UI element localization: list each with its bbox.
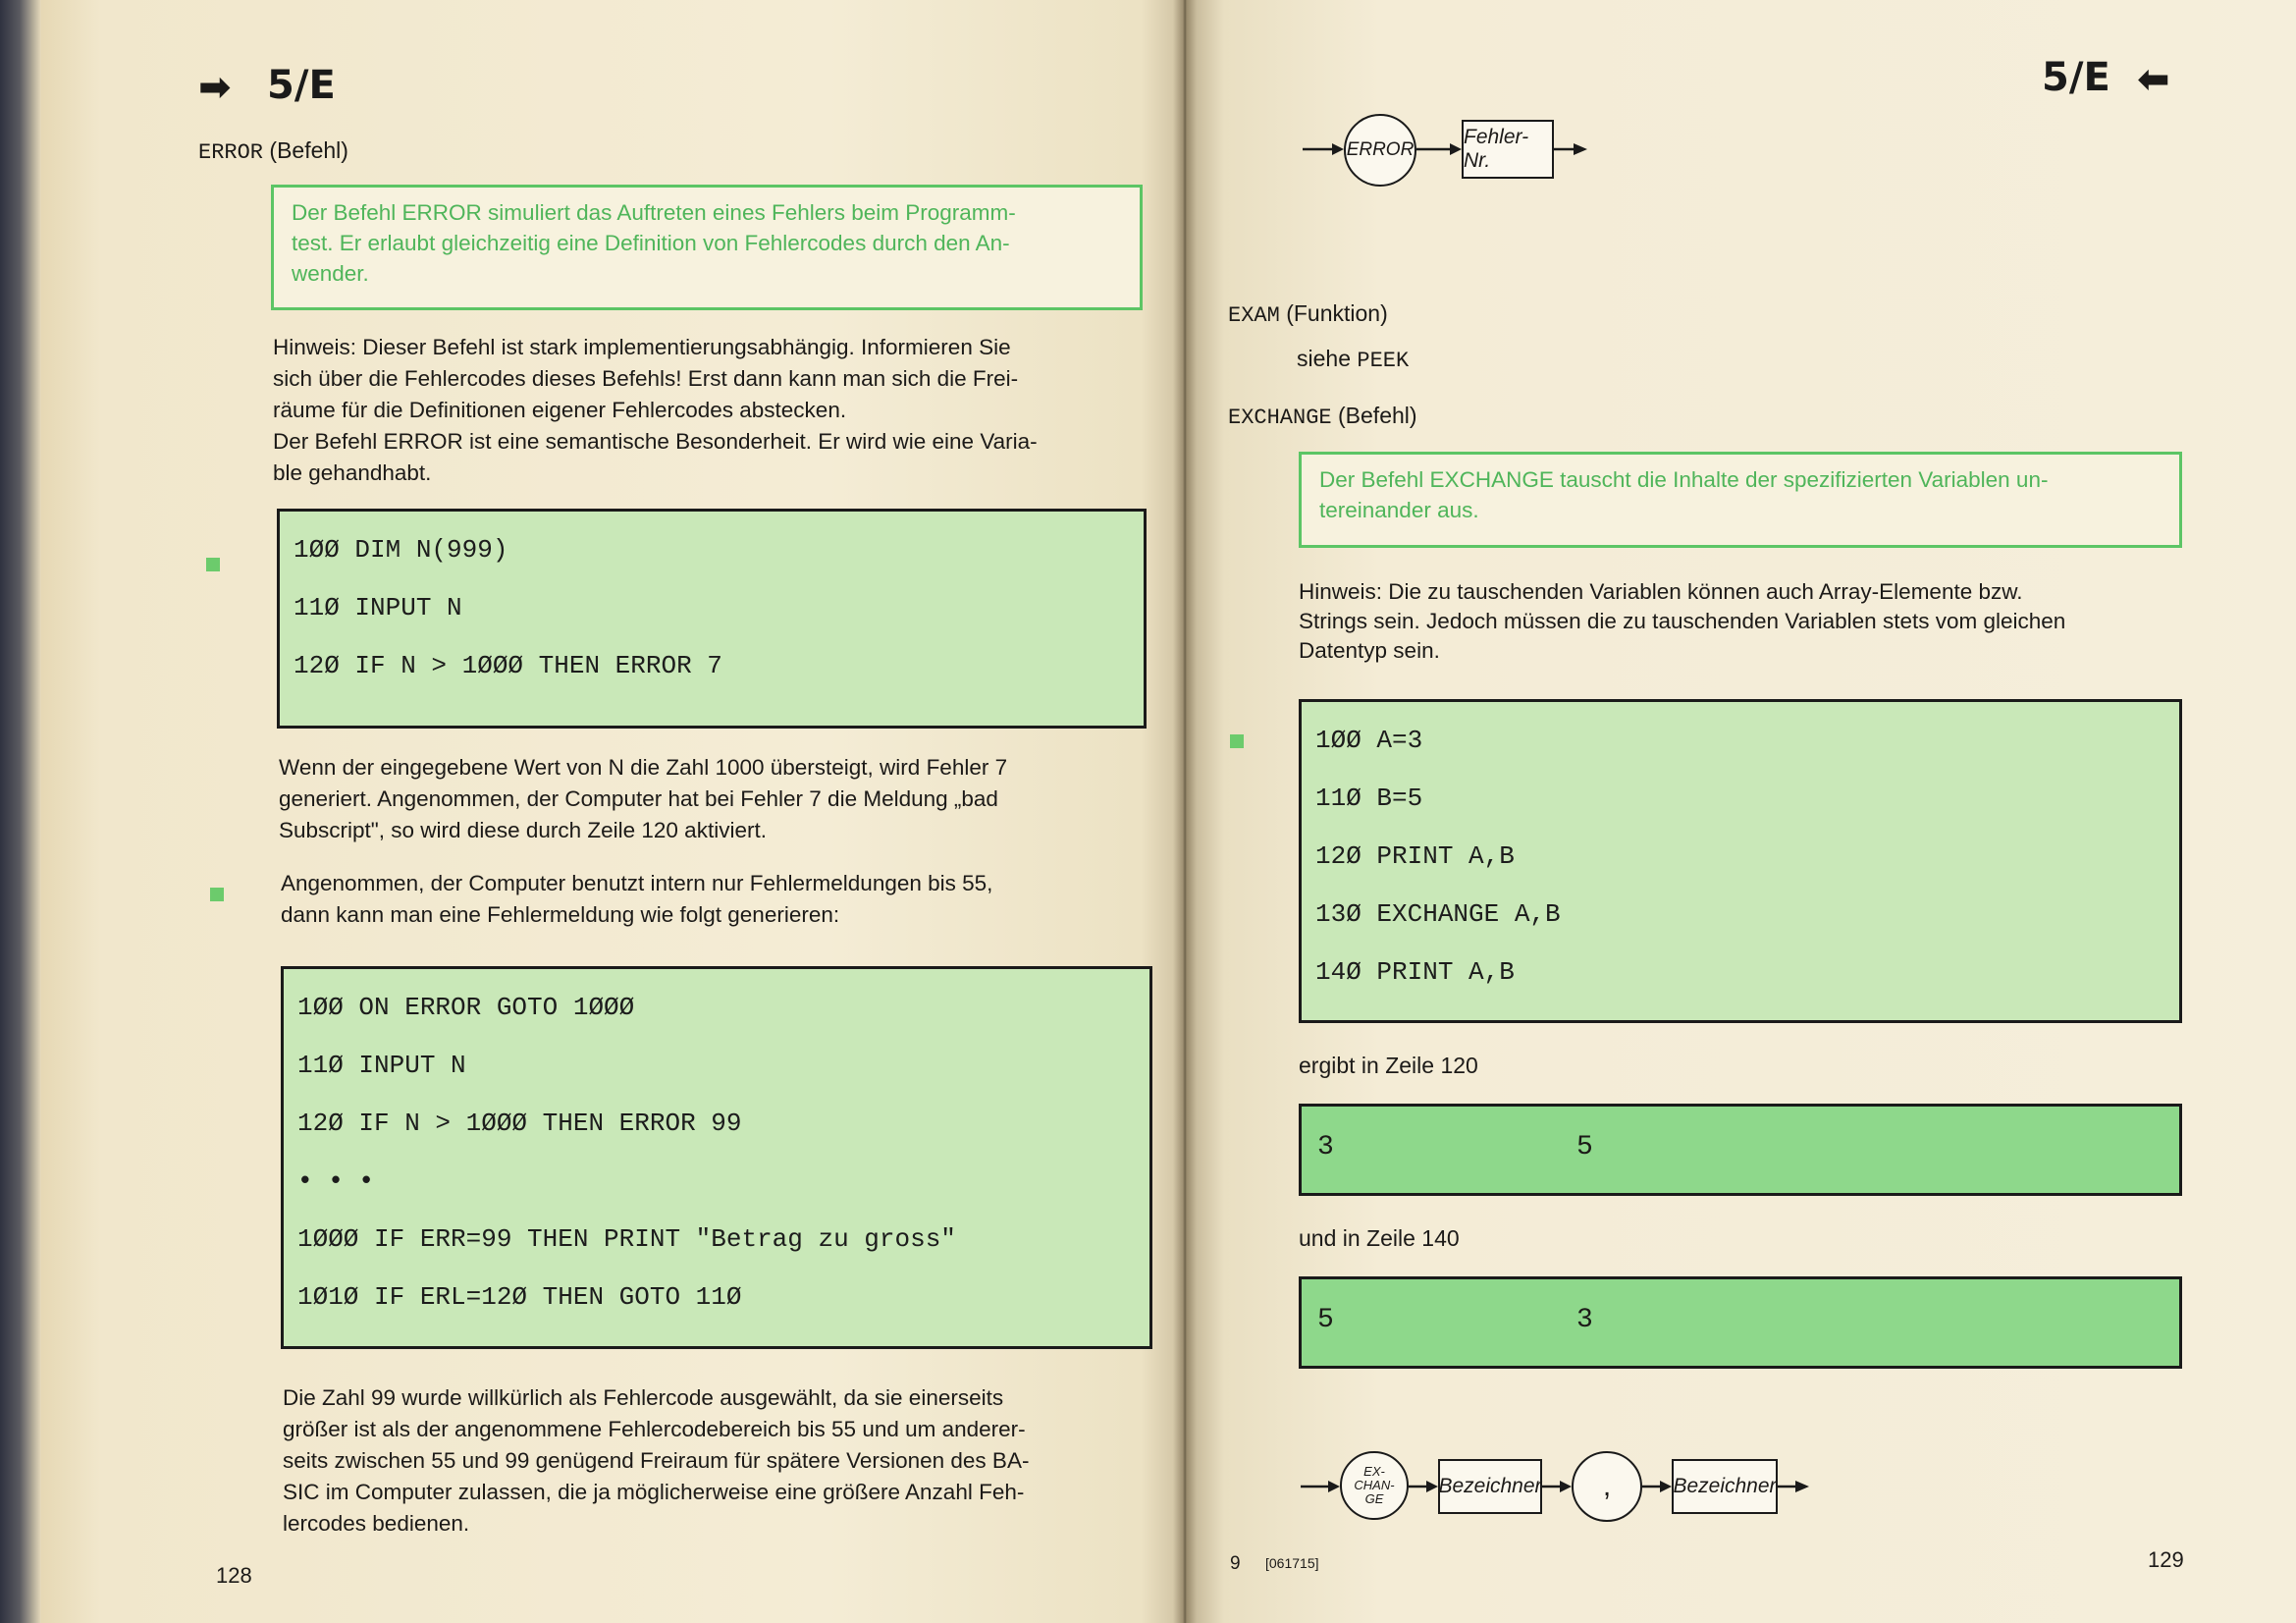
keyword: ERROR — [198, 140, 264, 165]
code-line: 11Ø B=5 — [1315, 784, 1423, 813]
paragraph-1 — [279, 752, 1148, 846]
keyword-type: (Befehl) — [1338, 403, 1417, 428]
paragraph-line: seits zwischen 55 und 99 genügend Freiraum für spätere Versionen des BA- — [283, 1448, 1030, 1473]
paragraph-line: dann kann man eine Fehlermeldung wie folgt generieren: — [281, 902, 840, 927]
paragraph-line: Wenn der eingegebene Wert von N die Zahl 1000 übersteigt, wird Fehler 7 — [279, 755, 1008, 780]
arrow-left-icon: ⬅ — [2137, 57, 2170, 102]
definition-line: wender. — [292, 261, 369, 286]
diagram-circle: EX- CHAN- GE — [1340, 1451, 1409, 1520]
example-marker — [206, 558, 220, 571]
definition-box — [1299, 452, 2182, 548]
hint-line: Hinweis: Die zu tauschenden Variablen können auch Array-Elemente bzw. — [1299, 579, 2023, 604]
result-label-2: und in Zeile 140 — [1299, 1225, 1460, 1251]
page-number: 128 — [216, 1563, 252, 1588]
code-line: 12Ø IF N > 1ØØØ THEN ERROR 99 — [297, 1109, 742, 1138]
keyword: EXCHANGE — [1228, 406, 1332, 430]
footer-signature: 9 — [1230, 1553, 1241, 1574]
code-line: 11Ø INPUT N — [297, 1051, 466, 1080]
hint-line: ble gehandhabt. — [273, 460, 432, 485]
result-value: 3 — [1576, 1305, 1593, 1335]
code-line: 12Ø PRINT A,B — [1315, 841, 1515, 871]
result-value: 3 — [1317, 1132, 1334, 1163]
code-line: 13Ø EXCHANGE A,B — [1315, 899, 1561, 929]
entry-title — [198, 137, 348, 165]
section-heading: 5/E — [2042, 55, 2110, 100]
paragraph-line: Die Zahl 99 wurde willkürlich als Fehlercode ausgewählt, da sie einerseits — [283, 1385, 1004, 1410]
entry-title-exam — [1228, 300, 1388, 328]
paragraph-line: Angenommen, der Computer benutzt intern nur Fehlermeldungen bis 55, — [281, 871, 993, 895]
diagram-comma-circle: , — [1572, 1451, 1642, 1522]
code-line: 1Ø1Ø IF ERL=12Ø THEN GOTO 11Ø — [297, 1282, 742, 1312]
arrow-right-icon: ➡ — [198, 65, 232, 110]
hint-line: räume für die Definitionen eigener Fehlercodes abstecken. — [273, 398, 847, 422]
book-edge — [0, 0, 41, 1623]
code-line: 11Ø INPUT N — [294, 593, 462, 622]
definition-line: test. Er erlaubt gleichzeitig eine Definition von Fehlercodes durch den An- — [292, 231, 1010, 255]
code-line: 1ØØ DIM N(999) — [294, 535, 508, 565]
paragraph-line: größer ist als der angenommene Fehlercodebereich bis 55 und um anderer- — [283, 1417, 1026, 1441]
paragraph-line: Subscript", so wird diese durch Zeile 120 aktiviert. — [279, 818, 767, 842]
paragraph-line: SIC im Computer zulassen, die ja möglicherweise eine größere Anzahl Feh- — [283, 1480, 1025, 1504]
code-line: 12Ø IF N > 1ØØØ THEN ERROR 7 — [294, 651, 722, 680]
exam-reference — [1297, 346, 1409, 373]
definition-box — [271, 185, 1143, 310]
paragraph-2 — [281, 868, 1150, 931]
diagram-box: Bezeichner — [1672, 1459, 1778, 1514]
hint-paragraph — [273, 332, 1147, 489]
example-marker — [210, 888, 224, 901]
diagram-box: Fehler-Nr. — [1462, 120, 1554, 179]
result-value: 5 — [1576, 1132, 1593, 1163]
hint-paragraph — [1299, 577, 2192, 666]
keyword-type: (Funktion) — [1286, 300, 1388, 326]
definition-line: Der Befehl ERROR simuliert das Auftreten eines Fehlers beim Programm- — [292, 200, 1016, 225]
see-target: PEEK — [1357, 349, 1410, 373]
footer-code: [061715] — [1265, 1555, 1319, 1571]
hint-line: sich über die Fehlercodes dieses Befehls! Erst dann kann man sich die Frei- — [273, 366, 1019, 391]
keyword-type: (Befehl) — [269, 137, 348, 163]
result-box-1 — [1299, 1104, 2182, 1196]
code-listing-1 — [277, 509, 1147, 729]
section-heading: 5/E — [267, 63, 336, 108]
page-number: 129 — [2148, 1547, 2184, 1572]
entry-title-exchange — [1228, 403, 1417, 430]
definition-line: Der Befehl EXCHANGE tauscht die Inhalte der spezifizierten Variablen un- — [1319, 467, 2049, 492]
syntax-diagram-error — [1303, 110, 1852, 189]
left-page — [41, 0, 1185, 1623]
hint-line: Hinweis: Dieser Befehl ist stark implementierungsabhängig. Informieren Sie — [273, 335, 1011, 359]
book-gutter — [1173, 0, 1197, 1623]
diagram-circle: ERROR — [1344, 114, 1416, 187]
result-value: 5 — [1317, 1305, 1334, 1335]
code-line: 1ØØ A=3 — [1315, 726, 1423, 755]
hint-line: Der Befehl ERROR ist eine semantische Besonderheit. Er wird wie eine Varia- — [273, 429, 1038, 454]
paragraph-line: generiert. Angenommen, der Computer hat bei Fehler 7 die Meldung „bad — [279, 786, 998, 811]
paragraph-3 — [283, 1382, 1156, 1540]
right-page — [1185, 0, 2296, 1623]
ellipsis-line: • • • — [297, 1166, 375, 1196]
definition-line: tereinander aus. — [1319, 498, 1479, 522]
result-label-1: ergibt in Zeile 120 — [1299, 1053, 1478, 1078]
code-line: 1ØØØ IF ERR=99 THEN PRINT "Betrag zu gross" — [297, 1224, 956, 1254]
hint-line: Strings sein. Jedoch müssen die zu tauschenden Variablen stets vom gleichen — [1299, 609, 2066, 633]
diagram-box: Bezeichner — [1438, 1459, 1542, 1514]
syntax-diagram-exchange — [1301, 1439, 2125, 1534]
paragraph-line: lercodes bedienen. — [283, 1511, 470, 1536]
keyword: EXAM — [1228, 303, 1280, 328]
code-line: 1ØØ ON ERROR GOTO 1ØØØ — [297, 993, 635, 1022]
code-listing-exchange — [1299, 699, 2182, 1023]
result-box-2 — [1299, 1276, 2182, 1369]
see-text: siehe — [1297, 346, 1351, 371]
code-listing-2 — [281, 966, 1152, 1349]
code-line: 14Ø PRINT A,B — [1315, 957, 1515, 987]
example-marker — [1230, 734, 1244, 748]
hint-line: Datentyp sein. — [1299, 638, 1440, 663]
